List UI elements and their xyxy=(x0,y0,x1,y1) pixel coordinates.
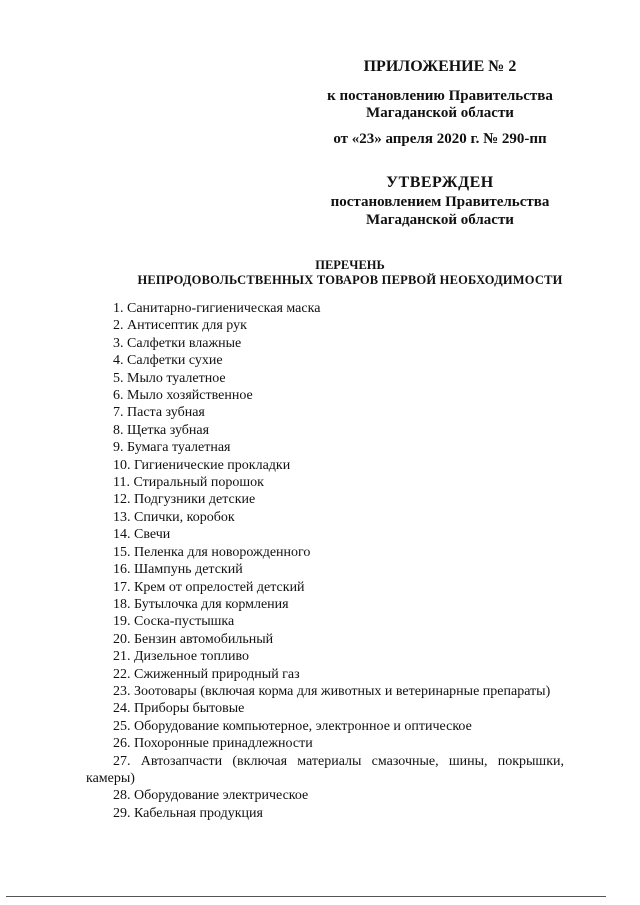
list-item-text: 25. Оборудование компьютерное, электронное и оптическое xyxy=(113,718,472,734)
list-item xyxy=(86,509,564,526)
list-item-text: 27. Автозапчасти (включая материалы смазочные, шины, покрышки, камеры) xyxy=(86,753,564,786)
list-item-text: 21. Дизельное топливо xyxy=(113,649,249,665)
list-item xyxy=(86,700,564,717)
list-item-text: 11. Стиральный порошок xyxy=(113,475,264,491)
list-item xyxy=(86,579,564,596)
list-item xyxy=(86,300,564,317)
list-item-text: 20. Бензин автомобильный xyxy=(113,631,274,647)
list-item xyxy=(86,631,564,648)
list-item-text: 13. Спички, коробок xyxy=(113,509,235,525)
list-heading: ПЕРЕЧЕНЬ xyxy=(315,258,385,272)
list-subheading: НЕПРОДОВОЛЬСТВЕННЫХ ТОВАРОВ ПЕРВОЙ НЕОБХОДИМОСТИ xyxy=(137,273,563,287)
list-item-text: 6. Мыло хозяйственное xyxy=(113,388,253,404)
list-item xyxy=(86,613,564,630)
approved-line-1: постановлением Правительства xyxy=(330,194,550,210)
list-item xyxy=(86,787,564,804)
list-item-text: 24. Приборы бытовые xyxy=(113,701,245,717)
list-item xyxy=(86,457,564,474)
list-item-text: 9. Бумага туалетная xyxy=(113,440,231,456)
list-item-text: 2. Антисептик для рук xyxy=(113,318,247,334)
appendix-line-1: к постановлению Правительства xyxy=(327,88,553,104)
appendix-title: ПРИЛОЖЕНИЕ № 2 xyxy=(363,58,517,75)
list-item-text: 22. Сжиженный природный газ xyxy=(113,666,300,682)
list-item xyxy=(86,422,564,439)
list-item-text: 7. Паста зубная xyxy=(113,405,205,421)
list-item-text: 19. Соска-пустышка xyxy=(113,614,235,630)
list-item-text: 15. Пеленка для новорожденного xyxy=(113,544,311,560)
goods-list xyxy=(86,300,564,822)
list-item xyxy=(86,335,564,352)
list-item-text: 1. Санитарно-гигиеническая маска xyxy=(113,301,321,316)
list-item xyxy=(86,666,564,683)
list-item-text: 28. Оборудование электрическое xyxy=(113,788,309,804)
list-item xyxy=(86,561,564,578)
list-item-text: 14. Свечи xyxy=(113,527,171,543)
list-item-text: 26. Похоронные принадлежности xyxy=(113,736,313,752)
list-item xyxy=(86,439,564,456)
list-item-text: 29. Кабельная продукция xyxy=(113,805,263,821)
list-item-text: 4. Салфетки сухие xyxy=(113,353,223,369)
list-item xyxy=(86,718,564,735)
list-item xyxy=(86,596,564,613)
list-item xyxy=(86,805,564,822)
list-item xyxy=(86,491,564,508)
list-item-text: 17. Крем от опрелостей детский xyxy=(113,579,305,595)
approved-line-2: Магаданской области xyxy=(366,212,514,228)
approved-title: УТВЕРЖДЕН xyxy=(386,174,494,191)
list-item xyxy=(86,735,564,752)
list-item xyxy=(86,404,564,421)
list-item xyxy=(86,387,564,404)
list-item-text: 8. Щетка зубная xyxy=(113,422,210,438)
appendix-date-line: от «23» апреля 2020 г. № 290-пп xyxy=(333,131,547,147)
list-item-text: 18. Бутылочка для кормления xyxy=(113,596,289,612)
appendix-line-2: Магаданской области xyxy=(366,105,514,121)
list-item xyxy=(86,544,564,561)
bottom-scan-line xyxy=(6,896,606,897)
list-item-text: 3. Салфетки влажные xyxy=(113,335,242,351)
list-item xyxy=(86,753,564,788)
list-item xyxy=(86,683,564,700)
list-item-text: 12. Подгузники детские xyxy=(113,492,256,508)
list-item xyxy=(86,474,564,491)
list-item xyxy=(86,317,564,334)
list-item-text: 10. Гигиенические прокладки xyxy=(113,457,291,473)
list-item-text: 23. Зоотовары (включая корма для животных и ветеринарные препараты) xyxy=(113,683,551,699)
list-item xyxy=(86,526,564,543)
list-item-text: 5. Мыло туалетное xyxy=(113,370,226,386)
list-item xyxy=(86,352,564,369)
list-item-text: 16. Шампунь детский xyxy=(113,562,243,578)
list-item xyxy=(86,370,564,387)
list-item xyxy=(86,648,564,665)
